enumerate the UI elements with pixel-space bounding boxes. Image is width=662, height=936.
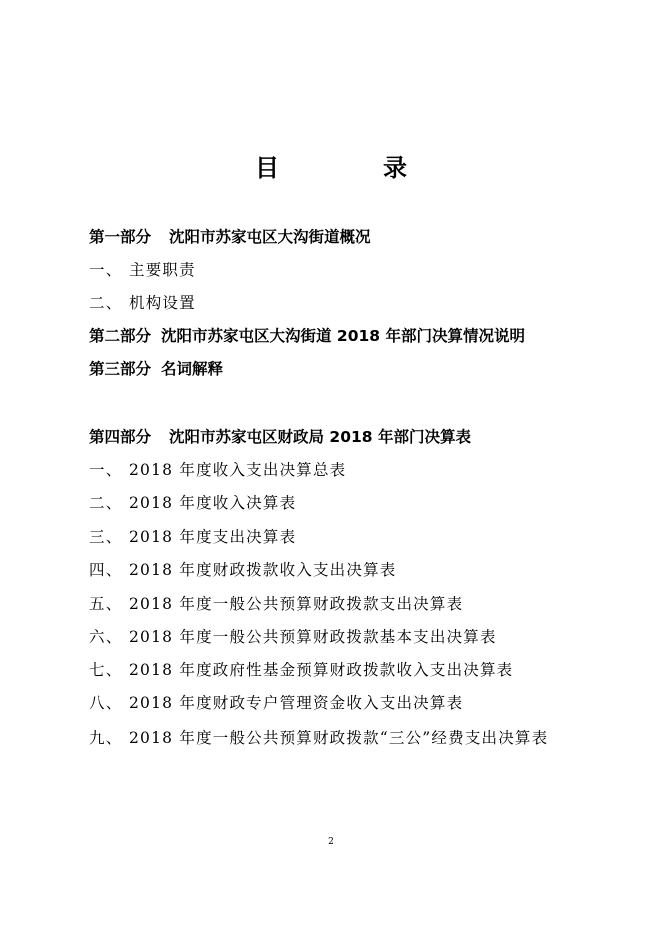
toc-item-text: 2018 年度一般公共预算财政拨款基本支出决算表 — [129, 628, 497, 646]
toc-part4-item — [89, 559, 396, 581]
toc-part4-text: 沈阳市苏家屯区财政局 2018 年部门决算表 — [169, 428, 471, 446]
toc-item-text: 2018 年度财政拨款收入支出决算表 — [129, 561, 397, 579]
toc-part1-item — [89, 292, 196, 314]
toc-item-number: 五、 — [89, 595, 123, 613]
toc-item-number: 三、 — [89, 528, 123, 546]
toc-part4-item — [89, 459, 346, 481]
toc-item-number: 六、 — [89, 628, 123, 646]
toc-item-number: 四、 — [89, 561, 123, 579]
toc-part1-text: 沈阳市苏家屯区大沟街道概况 — [169, 228, 371, 246]
toc-part4-label: 第四部分 — [89, 428, 152, 446]
toc-part1-label: 第一部分 — [89, 228, 152, 246]
toc-part1-item — [89, 259, 196, 281]
toc-item-text: 2018 年度财政专户管理资金收入支出决算表 — [129, 694, 464, 712]
toc-item-text: 2018 年度一般公共预算财政拨款“三公”经费支出决算表 — [129, 729, 549, 747]
toc-part1-heading — [89, 226, 371, 248]
toc-part2-text: 沈阳市苏家屯区大沟街道 2018 年部门决算情况说明 — [161, 327, 525, 345]
toc-item-number: 九、 — [89, 729, 123, 747]
toc-item-number: 一、 — [89, 461, 123, 479]
toc-item-number: 一、 — [89, 261, 123, 279]
page-title: 目 录 — [255, 154, 447, 182]
toc-item-text: 2018 年度支出决算表 — [129, 528, 297, 546]
toc-item-number: 二、 — [89, 294, 123, 312]
toc-item-text: 2018 年度收入决算表 — [129, 494, 297, 512]
toc-item-number: 七、 — [89, 661, 123, 679]
toc-part4-item — [89, 526, 296, 548]
toc-part2-label: 第二部分 — [89, 327, 152, 345]
page-number: 2 — [328, 837, 334, 847]
toc-part3-label: 第三部分 — [89, 360, 152, 378]
toc-part3-heading — [89, 358, 223, 380]
toc-item-text: 2018 年度政府性基金预算财政拨款收入支出决算表 — [129, 661, 514, 679]
toc-part4-item — [89, 492, 296, 514]
toc-part4-heading — [89, 426, 471, 448]
toc-item-number: 二、 — [89, 494, 123, 512]
toc-part4-item — [89, 727, 548, 749]
toc-item-text: 2018 年度一般公共预算财政拨款支出决算表 — [129, 595, 464, 613]
toc-part4-item — [89, 692, 463, 714]
toc-item-text: 2018 年度收入支出决算总表 — [129, 461, 347, 479]
toc-part4-item — [89, 593, 463, 615]
toc-part4-item — [89, 626, 497, 648]
toc-part4-item — [89, 659, 513, 681]
toc-part3-text: 名词解释 — [161, 360, 224, 378]
toc-item-number: 八、 — [89, 694, 123, 712]
toc-part2-heading — [89, 325, 525, 347]
toc-item-text: 机构设置 — [129, 294, 196, 312]
toc-item-text: 主要职责 — [129, 261, 196, 279]
